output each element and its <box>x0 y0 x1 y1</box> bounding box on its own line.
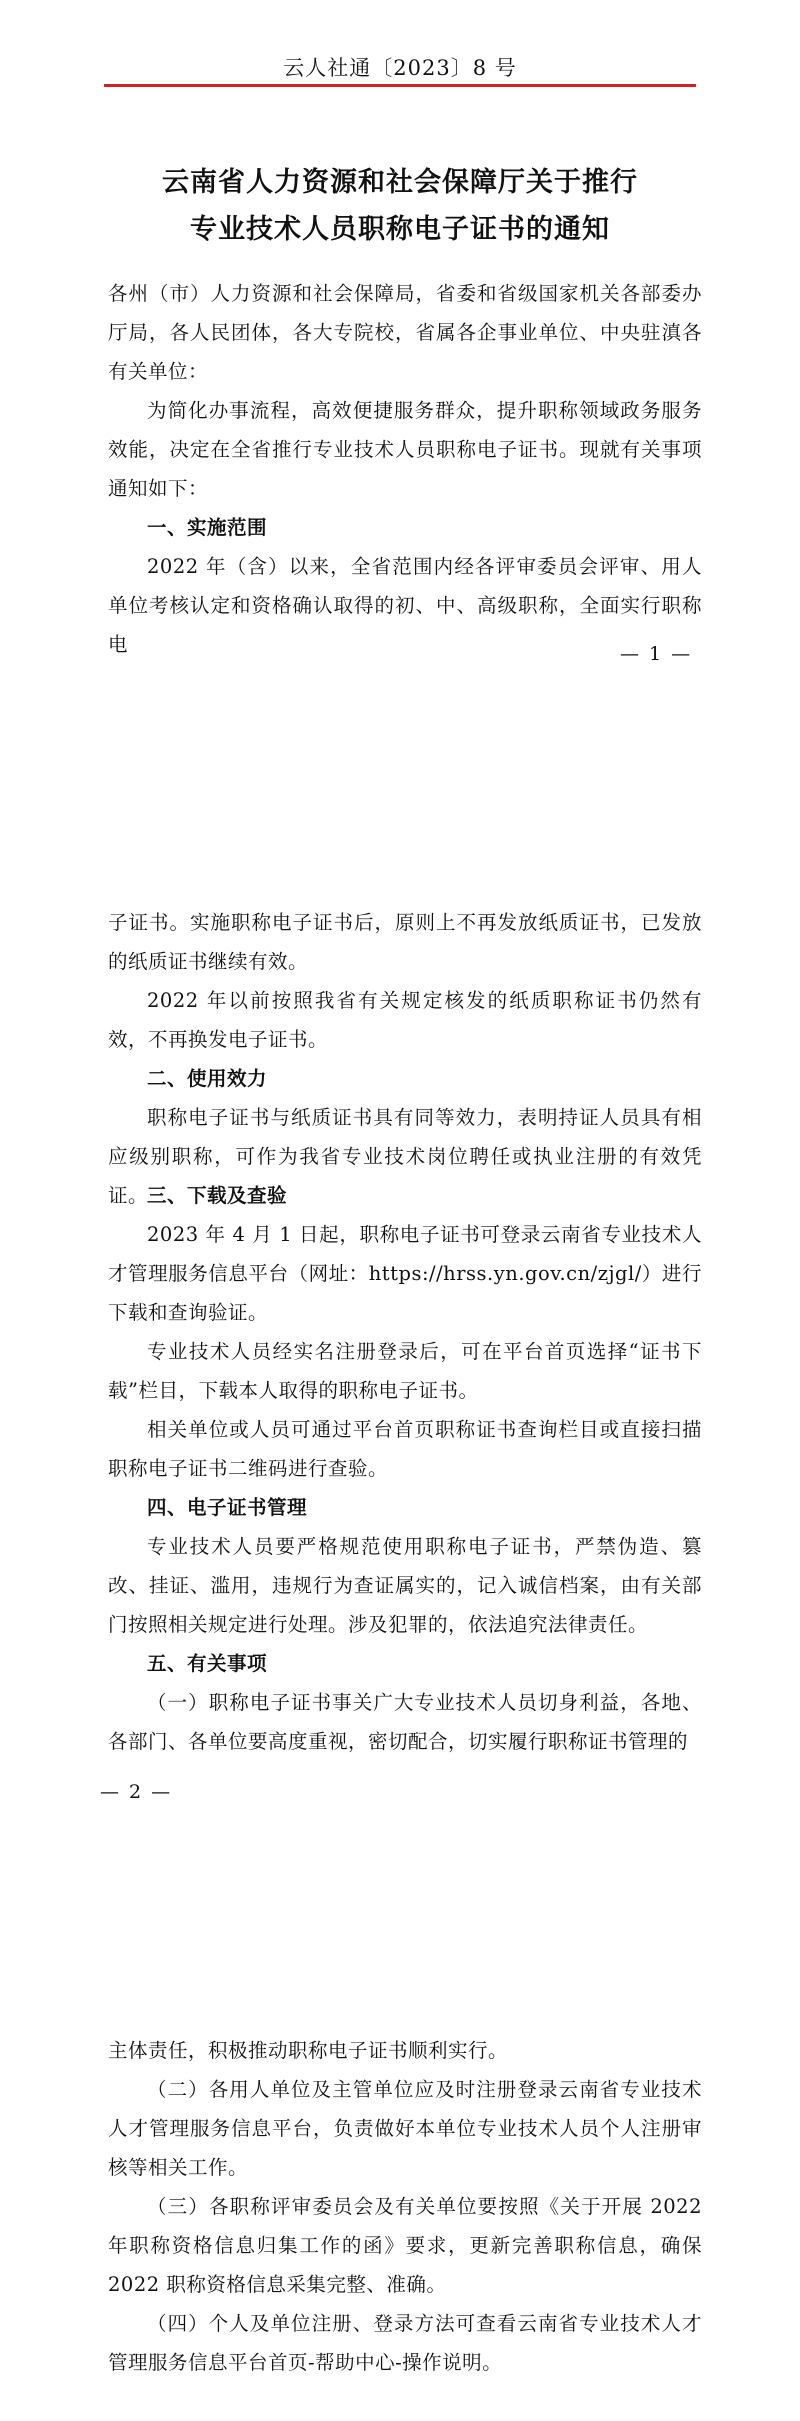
red-header-rule <box>104 84 696 87</box>
document-number: 云人社通〔2023〕8 号 <box>283 56 517 80</box>
section-5-item-3: （三）各职称评审委员会及有关单位要按照《关于开展 2022 年职称资格信息归集工作的函》要求，更新完善职称信息，确保 2022 职称资格信息采集完整、准确。 <box>108 2195 702 2296</box>
section-3-heading: 三、下载及查验 <box>147 1184 288 1207</box>
section-2-paragraph-1: 职称电子证书与纸质证书具有同等效力，表明持证人员具有相应级别职称，可作为我省专业技术岗位聘任或执业注册的有效凭证。 <box>108 1106 702 1207</box>
section-4-paragraph-1: 专业技术人员要严格规范使用职称电子证书，严禁伪造、篡改、挂证、滥用，违规行为查证属实的，记入诚信档案，由有关部门按照相关规定进行处理。涉及犯罪的，依法追究法律责任。 <box>108 1535 702 1636</box>
section-3-paragraph-2: 专业技术人员经实名注册登录后，可在平台首页选择“证书下载”栏目，下载本人取得的职称电子证书。 <box>108 1340 702 1402</box>
page-number-1: — 1 — <box>620 643 693 665</box>
section-1-paragraph-1-cont: 子证书。实施职称电子证书后，原则上不再发放纸质证书，已发放的纸质证书继续有效。 <box>108 911 702 973</box>
section-5-item-2: （二）各用人单位及主管单位应及时注册登录云南省专业技术人才管理服务信息平台，负责做好本单位专业技术人员个人注册审核等相关工作。 <box>108 2078 702 2179</box>
section-5-item-1-start: （一）职称电子证书事关广大专业技术人员切身利益，各地、各部门、各单位要高度重视，密切配合，切实履行职称证书管理的 <box>108 1691 702 1753</box>
intro-paragraph: 为简化办事流程，高效便捷服务群众，提升职称领域政务服务效能，决定在全省推行专业技术人员职称电子证书。现就有关事项通知如下： <box>108 399 702 500</box>
section-3-paragraph-1: 2023 年 4 月 1 日起，职称电子证书可登录云南省专业技术人才管理服务信息平台（网址：https://hrss.yn.gov.cn/zjgl/）进行下载和查询验证。 <box>108 1223 702 1324</box>
section-5-item-4: （四）个人及单位注册、登录方法可查看云南省专业技术人才管理服务信息平台首页-帮助中心-操作说明。 <box>108 2312 702 2374</box>
section-1-heading: 一、实施范围 <box>147 516 268 539</box>
page-number-2: — 2 — <box>100 1781 173 1803</box>
section-2-heading: 二、使用效力 <box>147 1067 268 1090</box>
section-1-paragraph-2: 2022 年以前按照我省有关规定核发的纸质职称证书仍然有效，不再换发电子证书。 <box>108 989 702 1051</box>
section-1-paragraph-1-start: 2022 年（含）以来，全省范围内经各评审委员会评审、用人单位考核认定和资格确认取得的初、中、高级职称，全面实行职称电 <box>108 555 702 656</box>
section-4-heading: 四、电子证书管理 <box>147 1496 308 1519</box>
title-line-2: 专业技术人员职称电子证书的通知 <box>190 214 610 245</box>
section-3-paragraph-3: 相关单位或人员可通过平台首页职称证书查询栏目或直接扫描职称电子证书二维码进行查验。 <box>108 1418 702 1480</box>
title-line-1: 云南省人力资源和社会保障厅关于推行 <box>162 167 638 198</box>
section-5-item-1-cont: 主体责任，积极推动职称电子证书顺利实行。 <box>108 2039 509 2062</box>
section-5-heading: 五、有关事项 <box>147 1652 268 1675</box>
salutation: 各州（市）人力资源和社会保障局，省委和省级国家机关各部委办厅局，各人民团体，各大专院校，省属各企事业单位、中央驻滇各有关单位： <box>108 282 702 383</box>
